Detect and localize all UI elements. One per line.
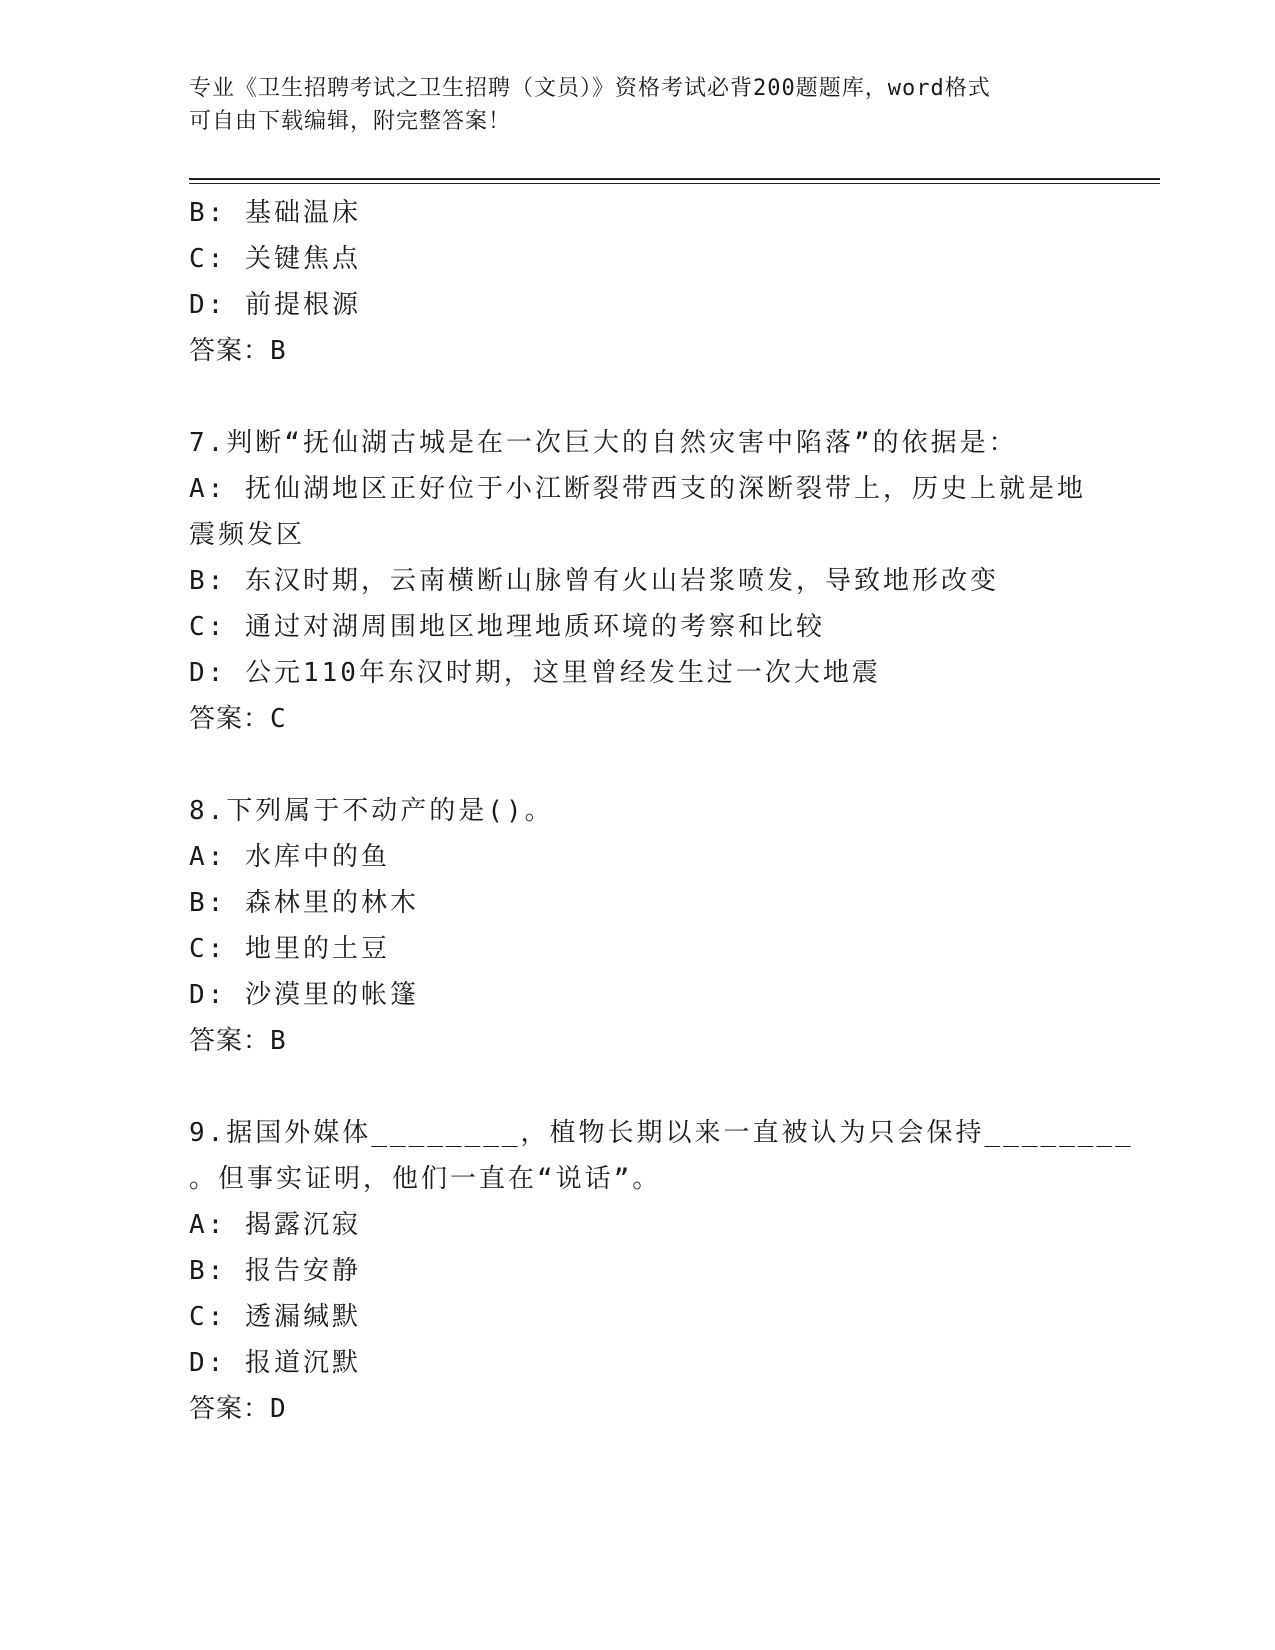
answer-line: 答案：D xyxy=(189,1394,287,1424)
option-c: C: 地里的土豆 xyxy=(189,934,390,964)
option-b: B: 报告安静 xyxy=(189,1256,361,1286)
option-d: D: 报道沉默 xyxy=(189,1348,361,1378)
question-7 xyxy=(189,420,1089,742)
header-line-2: 可自由下载编辑，附完整答案！ xyxy=(189,109,512,134)
option-b: B: 基础温床 xyxy=(189,198,361,228)
answer-line: 答案：C xyxy=(189,704,287,734)
option-c: C: 透漏缄默 xyxy=(189,1302,361,1332)
option-b: B: 东汉时期，云南横断山脉曾有火山岩浆喷发，导致地形改变 xyxy=(189,566,999,596)
option-a: A: 抚仙湖地区正好位于小江断裂带西支的深断裂带上，历史上就是地 xyxy=(189,474,1086,504)
option-a-continued: 震频发区 xyxy=(189,520,306,550)
question-stem: 9.据国外媒体________，植物长期以来一直被认为只会保持________ xyxy=(189,1118,1134,1148)
question-8 xyxy=(189,788,1089,1064)
spacer xyxy=(189,374,1089,420)
header-rule-thick xyxy=(189,178,1160,180)
header-rule-thin xyxy=(189,183,1160,184)
answer-line: 答案：B xyxy=(189,336,287,366)
document-body xyxy=(189,190,1134,1432)
option-d: D: 公元110年东汉时期，这里曾经发生过一次大地震 xyxy=(189,658,881,688)
option-a: A: 揭露沉寂 xyxy=(189,1210,361,1240)
option-c: C: 关键焦点 xyxy=(189,244,361,274)
option-d: D: 沙漠里的帐篷 xyxy=(189,980,419,1010)
question-9 xyxy=(189,1110,1134,1432)
option-d: D: 前提根源 xyxy=(189,290,361,320)
header-line-1: 专业《卫生招聘考试之卫生招聘（文员）》资格考试必背200题题库，word格式 xyxy=(189,76,991,101)
document-header xyxy=(189,72,1089,138)
question-stem-continued: 。但事实证明，他们一直在“说话”。 xyxy=(189,1164,662,1194)
question-6-continued xyxy=(189,190,1089,374)
option-a: A: 水库中的鱼 xyxy=(189,842,390,872)
spacer xyxy=(189,742,1089,788)
spacer xyxy=(189,1064,1089,1110)
option-c: C: 通过对湖周围地区地理地质环境的考察和比较 xyxy=(189,612,825,642)
option-b: B: 森林里的林木 xyxy=(189,888,419,918)
question-stem: 8.下列属于不动产的是()。 xyxy=(189,796,554,826)
question-stem: 7.判断“抚仙湖古城是在一次巨大的自然灾害中陷落”的依据是： xyxy=(189,428,1018,458)
answer-line: 答案：B xyxy=(189,1026,287,1056)
